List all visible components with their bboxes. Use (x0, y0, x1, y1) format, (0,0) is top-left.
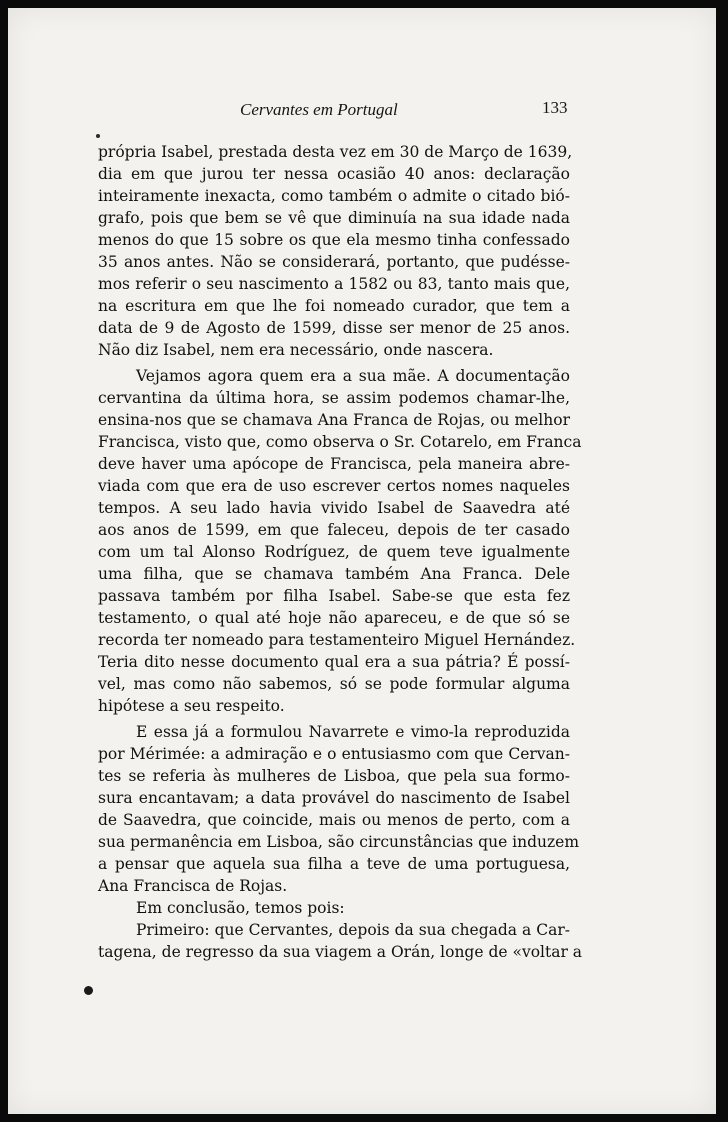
text-line: testamento, o qual até hoje não apareceu, e de que só se (98, 609, 570, 627)
text-line: tagena, de regresso da sua viagem a Orán, longe de «voltar a (98, 943, 583, 961)
text-line: inteiramente inexacta, como também o admite o citado bió- (98, 187, 570, 205)
text-line: uma filha, que se chamava também Ana Franca. Dele (98, 565, 570, 583)
text-line: tempos. A seu lado havia vivido Isabel de Saavedra até (98, 499, 570, 517)
text-line: grafo, pois que bem se vê que diminuía na sua idade nada (98, 209, 570, 227)
text-line: mos referir o seu nascimento a 1582 ou 83, tanto mais que, (98, 275, 570, 293)
text-line: Teria dito nesse documento qual era a sua pátria? É possí- (98, 653, 570, 671)
running-title: Cervantes em Portugal (240, 100, 398, 119)
text-line: Vejamos agora quem era a sua mãe. A documentação (136, 367, 570, 385)
text-line: Não diz Isabel, nem era necessário, onde nascera. (98, 341, 494, 359)
text-line: recorda ter nomeado para testamenteiro Miguel Hernández. (98, 631, 576, 649)
paper-speck (96, 134, 100, 138)
text-line: sura encantavam; a data provável do nascimento de Isabel (98, 789, 570, 807)
text-line: sua permanência em Lisboa, são circunstâncias que induzem (98, 833, 580, 851)
text-line: com um tal Alonso Rodríguez, de quem teve igualmente (98, 543, 570, 561)
book-page (8, 8, 716, 1114)
text-line: cervantina da última hora, se assim podemos chamar-lhe, (98, 389, 570, 407)
text-line: aos anos de 1599, em que faleceu, depois de ter casado (98, 521, 570, 539)
page-number: 133 (542, 98, 568, 117)
text-line: Em conclusão, temos pois: (136, 899, 345, 917)
text-line: menos do que 15 sobre os que ela mesmo tinha confessado (98, 231, 570, 249)
text-line: de Saavedra, que coincide, mais ou menos de perto, com a (98, 811, 570, 829)
text-line: passava também por filha Isabel. Sabe-se que esta fez (98, 587, 570, 605)
paper-speck (84, 986, 93, 995)
text-line: data de 9 de Agosto de 1599, disse ser menor de 25 anos. (98, 319, 570, 337)
text-line: vel, mas como não sabemos, só se pode formular alguma (98, 675, 570, 693)
text-line: Primeiro: que Cervantes, depois da sua chegada a Car- (136, 921, 570, 939)
text-line: 35 anos antes. Não se considerará, portanto, que pudésse- (98, 253, 570, 271)
text-line: a pensar que aquela sua filha a teve de uma portuguesa, (98, 855, 570, 873)
text-line: própria Isabel, prestada desta vez em 30 de Março de 1639, (98, 143, 573, 161)
text-line: deve haver uma apócope de Francisca, pela maneira abre- (98, 455, 570, 473)
text-line: dia em que jurou ter nessa ocasião 40 anos: declaração (98, 165, 570, 183)
text-line: Francisca, visto que, como observa o Sr. Cotarelo, em Franca (98, 433, 582, 451)
text-line: tes se referia às mulheres de Lisboa, que pela sua formo- (98, 767, 570, 785)
text-line: na escritura em que lhe foi nomeado curador, que tem a (98, 297, 570, 315)
text-line: Ana Francisca de Rojas. (98, 877, 288, 895)
text-line: hipótese a seu respeito. (98, 697, 285, 715)
text-line: E essa já a formulou Navarrete e vimo-la reproduzida (136, 723, 570, 741)
text-line: ensina-nos que se chamava Ana Franca de Rojas, ou melhor (98, 411, 570, 429)
text-line: por Mérimée: a admiração e o entusiasmo com que Cervan- (98, 745, 570, 763)
text-line: viada com que era de uso escrever certos nomes naqueles (98, 477, 570, 495)
